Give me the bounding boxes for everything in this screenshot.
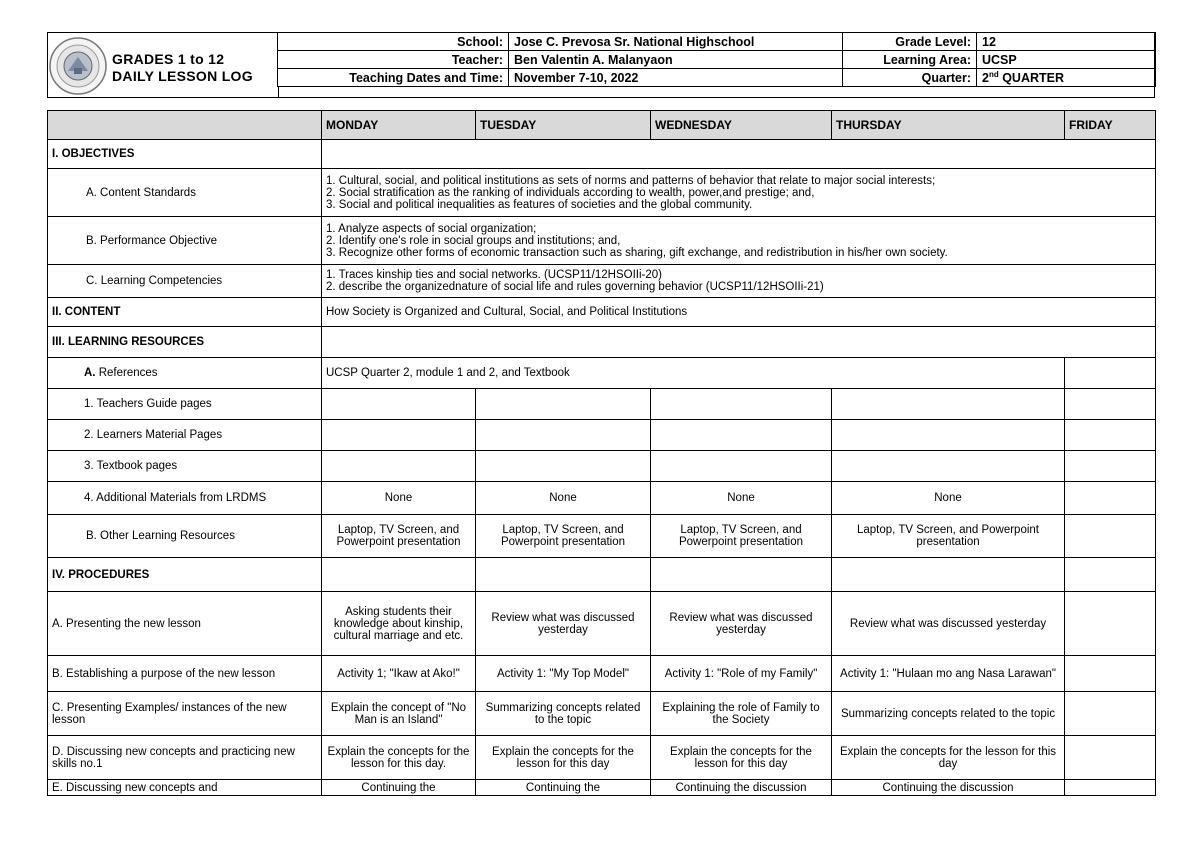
quarter-word: QUARTER bbox=[998, 70, 1065, 85]
procedure-e-wednesday: Continuing the discussion bbox=[651, 780, 832, 796]
procedure-d-thursday: Explain the concepts for the lesson for this day bbox=[832, 736, 1065, 780]
textbook-pages-row bbox=[48, 451, 1156, 482]
performance-objective-text bbox=[322, 217, 1156, 265]
procedures-row bbox=[48, 558, 1156, 592]
textbook-pages-label: 3. Textbook pages bbox=[48, 451, 322, 482]
cell bbox=[651, 451, 832, 482]
day-tuesday: TUESDAY bbox=[476, 111, 651, 140]
references-friday bbox=[1065, 358, 1156, 389]
cell bbox=[476, 451, 651, 482]
learning-area-value: UCSP bbox=[977, 51, 1156, 69]
competency-item: 2. describe the organizednature of social life and rules governing behavior (UCSP11/12HSOIIi-21) bbox=[326, 281, 824, 293]
procedure-c-thursday: Summarizing concepts related to the topic bbox=[832, 692, 1065, 736]
learning-resources-title: III. LEARNING RESOURCES bbox=[48, 327, 322, 358]
teaching-dates-value: November 7-10, 2022 bbox=[509, 69, 843, 87]
performance-objective-label: B. Performance Objective bbox=[48, 217, 322, 265]
cell bbox=[476, 420, 651, 451]
additional-friday bbox=[1065, 482, 1156, 515]
cell bbox=[1065, 558, 1156, 592]
procedure-a-friday bbox=[1065, 592, 1156, 656]
cell bbox=[476, 389, 651, 420]
procedure-d-label: D. Discussing new concepts and practicing new skills no.1 bbox=[48, 736, 322, 780]
procedures-title: IV. PROCEDURES bbox=[48, 558, 322, 592]
other-monday: Laptop, TV Screen, and Powerpoint presentation bbox=[322, 515, 476, 558]
procedure-a-label: A. Presenting the new lesson bbox=[48, 592, 322, 656]
additional-monday: None bbox=[322, 482, 476, 515]
teaching-dates-label: Teaching Dates and Time: bbox=[278, 69, 509, 87]
cell bbox=[322, 558, 476, 592]
procedure-d-monday: Explain the concepts for the lesson for this day. bbox=[322, 736, 476, 780]
learners-material-row bbox=[48, 420, 1156, 451]
references-label-text: References bbox=[95, 367, 158, 379]
references-row bbox=[48, 358, 1156, 389]
references-letter: A. bbox=[84, 367, 96, 379]
competency-item: 1. Traces kinship ties and social networks. (UCSP11/12HSOIIi-20) bbox=[326, 269, 662, 281]
content-standard-item: 2. Social stratification as the ranking of individuals according to wealth, power,and prestige; and, bbox=[326, 186, 815, 199]
content-standards-row bbox=[48, 169, 1156, 217]
other-friday bbox=[1065, 515, 1156, 558]
performance-objective-item: 2. Identify one's role in social groups and institutions; and, bbox=[326, 234, 621, 247]
doc-title-line1: GRADES 1 to 12 bbox=[112, 51, 225, 67]
doc-title-line2: DAILY LESSON LOG bbox=[112, 68, 253, 84]
teacher-value: Ben Valentin A. Malanyaon bbox=[509, 51, 843, 69]
other-resources-row bbox=[48, 515, 1156, 558]
deped-seal-logo bbox=[46, 35, 110, 97]
procedure-c-wednesday: Explaining the role of Family to the Society bbox=[651, 692, 832, 736]
procedure-e-thursday: Continuing the discussion bbox=[832, 780, 1065, 796]
cell bbox=[1065, 451, 1156, 482]
procedure-c-monday: Explain the concept of "No Man is an Island" bbox=[322, 692, 476, 736]
procedure-b-friday bbox=[1065, 656, 1156, 692]
cell bbox=[322, 389, 476, 420]
references-label bbox=[48, 358, 322, 389]
day-thursday: THURSDAY bbox=[832, 111, 1065, 140]
grade-level-label: Grade Level: bbox=[843, 33, 977, 51]
content-title: II. CONTENT bbox=[48, 298, 322, 327]
cell bbox=[832, 558, 1065, 592]
content-standard-item: 3. Social and political inequalities as features of societies and the global community. bbox=[326, 198, 753, 211]
procedure-c-row bbox=[48, 692, 1156, 736]
procedure-a-row bbox=[48, 592, 1156, 656]
day-header-row bbox=[48, 111, 1156, 140]
school-label: School: bbox=[278, 33, 509, 51]
cell bbox=[651, 558, 832, 592]
teachers-guide-label: 1. Teachers Guide pages bbox=[48, 389, 322, 420]
other-wednesday: Laptop, TV Screen, and Powerpoint presentation bbox=[651, 515, 832, 558]
learning-competencies-label: C. Learning Competencies bbox=[48, 265, 322, 298]
quarter-value bbox=[977, 69, 1156, 87]
procedure-b-thursday: Activity 1: "Hulaan mo ang Nasa Larawan" bbox=[832, 656, 1065, 692]
procedure-c-tuesday: Summarizing concepts related to the topic bbox=[476, 692, 651, 736]
cell bbox=[832, 451, 1065, 482]
learning-resources-blank bbox=[322, 327, 1156, 358]
learning-competencies-text bbox=[322, 265, 1156, 298]
learning-competencies-row bbox=[48, 265, 1156, 298]
additional-tuesday: None bbox=[476, 482, 651, 515]
additional-thursday: None bbox=[832, 482, 1065, 515]
procedure-b-tuesday: Activity 1: "My Top Model" bbox=[476, 656, 651, 692]
procedure-e-label: E. Discussing new concepts and bbox=[48, 780, 322, 796]
additional-materials-label: 4. Additional Materials from LRDMS bbox=[48, 482, 322, 515]
procedure-a-wednesday: Review what was discussed yesterday bbox=[651, 592, 832, 656]
content-standards-text bbox=[322, 169, 1156, 217]
cell bbox=[322, 451, 476, 482]
cell bbox=[322, 420, 476, 451]
day-monday: MONDAY bbox=[322, 111, 476, 140]
procedure-b-wednesday: Activity 1: "Role of my Family" bbox=[651, 656, 832, 692]
cell bbox=[832, 389, 1065, 420]
procedure-b-label: B. Establishing a purpose of the new lesson bbox=[48, 656, 322, 692]
procedure-e-row bbox=[48, 780, 1156, 796]
content-row bbox=[48, 298, 1156, 327]
procedure-d-wednesday: Explain the concepts for the lesson for this day bbox=[651, 736, 832, 780]
procedure-d-tuesday: Explain the concepts for the lesson for this day bbox=[476, 736, 651, 780]
performance-objective-item: 3. Recognize other forms of economic transaction such as sharing, gift exchange, and redistribution in his/her own society. bbox=[326, 246, 948, 259]
learning-area-label: Learning Area: bbox=[843, 51, 977, 69]
learners-material-label: 2. Learners Material Pages bbox=[48, 420, 322, 451]
lesson-log-table bbox=[47, 110, 1156, 796]
procedure-c-label: C. Presenting Examples/ instances of the new lesson bbox=[48, 692, 322, 736]
objectives-title: I. OBJECTIVES bbox=[48, 140, 322, 169]
procedure-d-row bbox=[48, 736, 1156, 780]
objectives-row bbox=[48, 140, 1156, 169]
procedure-e-monday: Continuing the bbox=[322, 780, 476, 796]
procedure-a-monday: Asking students their knowledge about kinship, cultural marriage and etc. bbox=[322, 592, 476, 656]
header-info-table bbox=[277, 32, 1156, 87]
day-friday: FRIDAY bbox=[1065, 111, 1156, 140]
school-value: Jose C. Prevosa Sr. National Highschool bbox=[509, 33, 843, 51]
performance-objective-item: 1. Analyze aspects of social organization; bbox=[326, 222, 537, 235]
other-resources-label: B. Other Learning Resources bbox=[48, 515, 322, 558]
content-standard-item: 1. Cultural, social, and political institutions as sets of norms and patterns of behavior that relate to major social interests; bbox=[326, 174, 936, 187]
procedure-b-monday: Activity 1; "Ikaw at Ako!" bbox=[322, 656, 476, 692]
procedure-a-tuesday: Review what was discussed yesterday bbox=[476, 592, 651, 656]
teacher-label: Teacher: bbox=[278, 51, 509, 69]
procedure-e-friday bbox=[1065, 780, 1156, 796]
learning-resources-row bbox=[48, 327, 1156, 358]
objectives-blank bbox=[322, 140, 1156, 169]
content-standards-label: A. Content Standards bbox=[48, 169, 322, 217]
procedure-a-thursday: Review what was discussed yesterday bbox=[832, 592, 1065, 656]
procedure-d-friday bbox=[1065, 736, 1156, 780]
performance-objective-row bbox=[48, 217, 1156, 265]
day-wednesday: WEDNESDAY bbox=[651, 111, 832, 140]
procedure-b-row bbox=[48, 656, 1156, 692]
cell bbox=[1065, 389, 1156, 420]
cell bbox=[832, 420, 1065, 451]
procedure-c-friday bbox=[1065, 692, 1156, 736]
other-tuesday: Laptop, TV Screen, and Powerpoint presentation bbox=[476, 515, 651, 558]
cell bbox=[651, 420, 832, 451]
cell bbox=[476, 558, 651, 592]
grade-level-value: 12 bbox=[977, 33, 1156, 51]
content-text: How Society is Organized and Cultural, Social, and Political Institutions bbox=[322, 298, 1156, 327]
quarter-number: 2 bbox=[982, 70, 989, 85]
teachers-guide-row bbox=[48, 389, 1156, 420]
other-thursday: Laptop, TV Screen, and Powerpoint presentation bbox=[832, 515, 1065, 558]
cell bbox=[651, 389, 832, 420]
procedure-e-tuesday: Continuing the bbox=[476, 780, 651, 796]
cell bbox=[1065, 420, 1156, 451]
references-text: UCSP Quarter 2, module 1 and 2, and Textbook bbox=[322, 358, 1065, 389]
additional-wednesday: None bbox=[651, 482, 832, 515]
quarter-label: Quarter: bbox=[843, 69, 977, 87]
additional-materials-row bbox=[48, 482, 1156, 515]
quarter-suffix: nd bbox=[988, 69, 999, 79]
header-blank-cell bbox=[48, 111, 322, 140]
